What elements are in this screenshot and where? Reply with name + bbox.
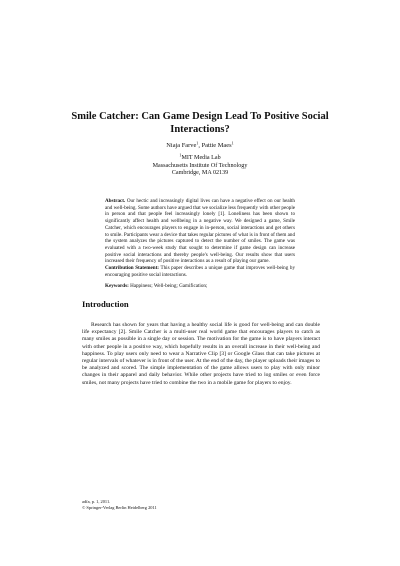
introduction-body — [82, 322, 320, 387]
contribution-text: This paper describes a unique game that improves well-being by encouraging positive social interactions. — [105, 265, 295, 278]
keywords-text: Happiness; Well-being; Gamification; — [130, 283, 208, 289]
footer-copyright: © Springer-Verlag Berlin Heidelberg 2011 — [82, 505, 157, 510]
author-separator: , — [198, 142, 202, 149]
author-list — [60, 142, 340, 150]
contribution-paragraph — [105, 265, 295, 278]
abstract-paragraph — [105, 198, 295, 265]
author-name: Niaja Farve — [166, 142, 197, 149]
footer-citation: adfa, p. 1, 2011. — [82, 499, 111, 504]
abstract-text: Our hectic and increasingly digital lives can have a negative effect on our health and well-being. Some authors have argued that we socialize less frequently with other people in person and that people feel increasingly lonely [1]. Loneliness has been shown to significantly affect health and wellbeing in a negative way. We designed a game, Smile Catcher, which encourages players to engage in in-person, social interactions and get others to smile. Participants wear a device that takes regular pictures of what is in front of them and the system analyzes the pictures captured to detect the number of smiles. The game was evaluated with a two-week study that sought to determine if game design can increase positive social interactions and thereby people's well-being. Our results show that users increased their frequency of positive interactions as a result of playing our game. — [105, 198, 296, 265]
abstract-block — [105, 198, 295, 278]
affiliation-org: $^1$MIT Media Lab — [179, 152, 221, 161]
page-footer — [82, 499, 322, 511]
abstract-label: Abstract. — [105, 198, 126, 204]
affiliation-mark: 1 — [179, 152, 182, 158]
affiliation-block — [60, 152, 340, 178]
author-name: Pattie Maes — [201, 142, 232, 149]
affiliation-institute: Massachusetts Institute Of Technology — [152, 162, 248, 169]
contribution-label: Contribution Statement: — [105, 265, 159, 272]
affiliation-location: Cambridge, MA 02139 — [171, 170, 229, 177]
introduction-paragraph: Research has shown for years that having a healthy social life is good for well-being and can double life expectancy [2]. Smile Catcher is a multi-user real world game that encourages players to catch as many smiles as possible in a single day or session. The motivation for the game is to have players interact with other people in a positive way, which hopefully results in an overall increase in their well-being and happiness. To play users only need to wear a Narrative Clip [3] or Google Glass that can take pictures at regular intervals of whatever is in front of the user. At the end of the day, the player uploads their images to be analyzed and scored. The simple implementation of the game allows users to play with only minor changes in their apparel and daily behavior. While other projects have tried to log smiles or even force smiles, not many projects have tried to combine the two in a mobile game for players to enjoy. — [82, 322, 320, 386]
introduction-heading: Introduction — [82, 299, 129, 309]
paper-title: Smile Catcher: Can Game Design Lead To Positive Social Interactions? — [71, 111, 329, 135]
author-affiliation-mark: 1 — [196, 140, 199, 146]
keywords-label: Keywords: — [105, 283, 129, 289]
keywords-line — [105, 283, 295, 290]
author-affiliation-mark: 1 — [231, 140, 234, 146]
